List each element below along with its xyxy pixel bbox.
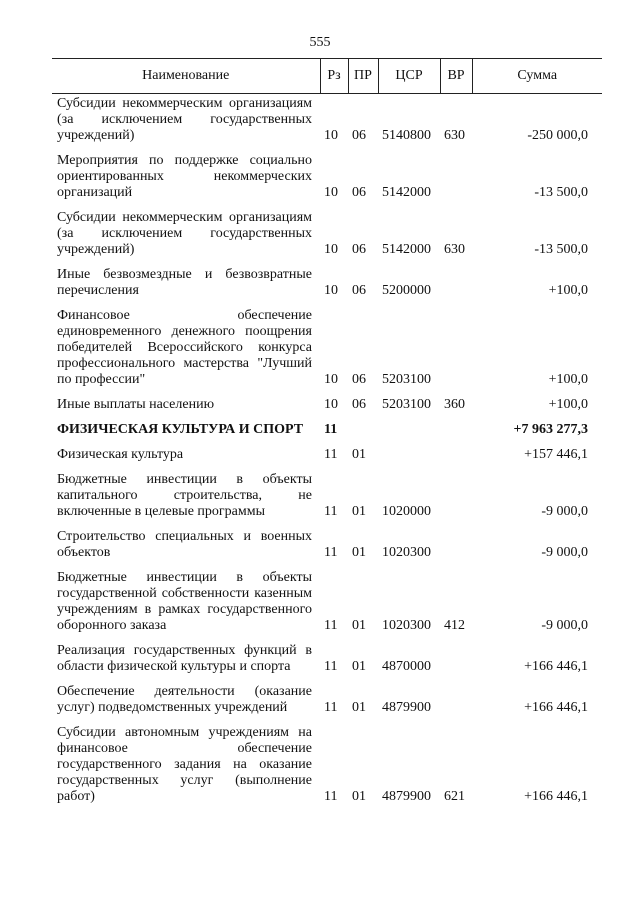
row-csr: 4879900 <box>382 789 431 804</box>
row-vr <box>440 413 472 438</box>
header-pr: ПР <box>348 59 378 94</box>
row-vr <box>440 634 472 675</box>
row-rz: 11 <box>324 618 338 633</box>
row-name: Субсидии некоммерческим организациям (за исключением государственных учреждений) <box>57 96 312 143</box>
page-number: 555 <box>309 35 331 50</box>
table-row <box>52 520 602 561</box>
table-row <box>52 144 602 201</box>
row-pr: 06 <box>352 242 366 257</box>
row-vr <box>440 299 472 388</box>
row-csr: 5203100 <box>382 397 431 412</box>
row-pr: 01 <box>352 618 366 633</box>
row-csr: 1020300 <box>382 545 431 560</box>
row-csr: 5140800 <box>382 128 431 143</box>
row-sum: -9 000,0 <box>541 504 588 519</box>
budget-table <box>52 58 602 805</box>
row-rz: 11 <box>324 789 338 804</box>
row-name: Реализация государственных функций в области физической культуры и спорта <box>57 643 312 674</box>
row-rz: 11 <box>324 447 338 462</box>
row-name: ФИЗИЧЕСКАЯ КУЛЬТУРА И СПОРТ <box>57 422 304 437</box>
row-sum: +100,0 <box>548 372 588 387</box>
row-name: Субсидии некоммерческим организациям (за исключением государственных учреждений) <box>57 210 312 257</box>
row-name: Иные выплаты населению <box>57 397 215 412</box>
row-pr: 06 <box>352 185 366 200</box>
row-sum: +166 446,1 <box>524 659 588 674</box>
row-rz: 11 <box>324 659 338 674</box>
row-sum: +157 446,1 <box>524 447 588 462</box>
header-csr: ЦСР <box>378 59 440 94</box>
row-vr <box>440 144 472 201</box>
header-sum: Сумма <box>472 59 602 94</box>
row-pr: 06 <box>352 283 366 298</box>
table-row <box>52 716 602 805</box>
row-pr: 01 <box>352 504 366 519</box>
row-name: Строительство специальных и военных объектов <box>57 529 312 560</box>
row-pr: 01 <box>352 545 366 560</box>
table-row <box>52 94 602 145</box>
row-rz: 11 <box>324 504 338 519</box>
row-rz: 11 <box>324 700 338 715</box>
row-rz: 11 <box>324 545 338 560</box>
row-pr: 01 <box>352 447 366 462</box>
row-name: Бюджетные инвестиции в объекты капитального строительства, не включенные в целевые программы <box>57 472 312 519</box>
row-pr: 06 <box>352 397 366 412</box>
row-csr: 1020300 <box>382 618 431 633</box>
row-sum: -250 000,0 <box>527 128 588 143</box>
row-sum: +100,0 <box>548 397 588 412</box>
row-rz: 10 <box>324 128 338 143</box>
table-row <box>52 201 602 258</box>
header-vr: ВР <box>440 59 472 94</box>
row-csr: 5203100 <box>382 372 431 387</box>
row-name: Субсидии автономным учреждениям на финансовое обеспечение государственного задания на оказание государственных услуг (выполнение работ) <box>57 725 312 804</box>
header-rz: Рз <box>320 59 348 94</box>
row-csr <box>378 438 440 463</box>
row-csr <box>378 413 440 438</box>
row-sum: -13 500,0 <box>534 185 588 200</box>
table-row <box>52 258 602 299</box>
row-vr <box>440 438 472 463</box>
row-name: Обеспечение деятельности (оказание услуг) подведомственных учреждений <box>57 684 312 715</box>
row-vr <box>440 520 472 561</box>
table-row <box>52 634 602 675</box>
row-sum: +166 446,1 <box>524 700 588 715</box>
row-rz: 11 <box>324 422 338 437</box>
row-rz: 10 <box>324 283 338 298</box>
row-csr: 5200000 <box>382 283 431 298</box>
table-row <box>52 438 602 463</box>
row-sum: +7 963 277,3 <box>513 422 588 437</box>
row-vr <box>440 675 472 716</box>
row-csr: 5142000 <box>382 242 431 257</box>
row-pr <box>348 413 378 438</box>
row-vr: 621 <box>444 789 465 804</box>
table-row <box>52 463 602 520</box>
table-header-row <box>52 59 602 94</box>
row-name: Иные безвозмездные и безвозвратные перечисления <box>57 267 312 298</box>
row-vr <box>440 463 472 520</box>
row-name: Бюджетные инвестиции в объекты государственной собственности казенным учреждениям в рамках государственного оборонного заказа <box>57 570 312 633</box>
row-name: Мероприятия по поддержке социально ориентированных некоммерческих организаций <box>57 153 312 200</box>
row-pr: 06 <box>352 372 366 387</box>
row-pr: 01 <box>352 789 366 804</box>
row-name: Финансовое обеспечение единовременного денежного поощрения победителей Всероссийского конкурса профессионального мастерства "Лучший по профессии" <box>57 308 312 387</box>
row-pr: 01 <box>352 659 366 674</box>
table-row <box>52 675 602 716</box>
row-vr: 412 <box>444 618 465 633</box>
row-sum: +166 446,1 <box>524 789 588 804</box>
row-pr: 06 <box>352 128 366 143</box>
row-rz: 10 <box>324 185 338 200</box>
row-csr: 4870000 <box>382 659 431 674</box>
header-name: Наименование <box>52 59 320 94</box>
row-csr: 4879900 <box>382 700 431 715</box>
row-pr: 01 <box>352 700 366 715</box>
table-row <box>52 299 602 388</box>
row-rz: 10 <box>324 242 338 257</box>
row-sum: -13 500,0 <box>534 242 588 257</box>
table-body <box>52 94 602 806</box>
row-csr: 1020000 <box>382 504 431 519</box>
table-row <box>52 561 602 634</box>
row-vr <box>440 258 472 299</box>
row-sum: +100,0 <box>548 283 588 298</box>
row-vr: 360 <box>444 397 465 412</box>
row-sum: -9 000,0 <box>541 618 588 633</box>
row-name: Физическая культура <box>57 447 184 462</box>
table-row <box>52 388 602 413</box>
row-rz: 10 <box>324 372 338 387</box>
row-vr: 630 <box>444 242 465 257</box>
row-rz: 10 <box>324 397 338 412</box>
row-csr: 5142000 <box>382 185 431 200</box>
table-row-section <box>52 413 602 438</box>
row-vr: 630 <box>444 128 465 143</box>
row-sum: -9 000,0 <box>541 545 588 560</box>
